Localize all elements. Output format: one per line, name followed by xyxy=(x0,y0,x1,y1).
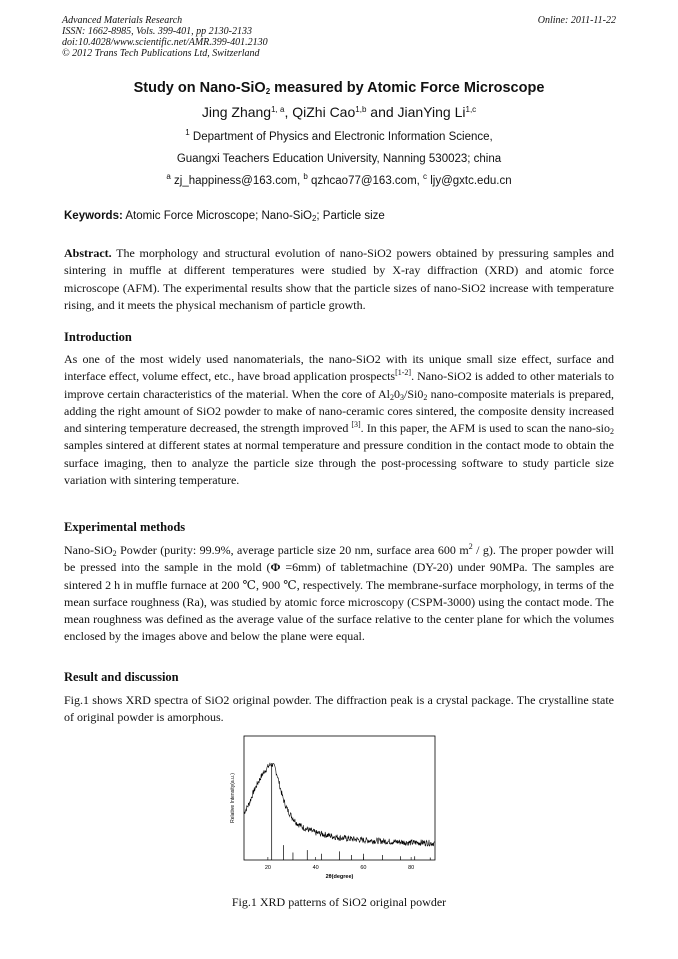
results-heading: Result and discussion xyxy=(64,670,179,684)
online-date: Online: 2011-11-22 xyxy=(537,15,616,26)
affiliation-line-2: Guangxi Teachers Education University, Nanning 530023; china xyxy=(176,153,502,165)
methods-sup-1: 2 xyxy=(468,542,473,551)
email-c: ljy@gxtc.edu.cn xyxy=(427,175,512,187)
methods-sub-1: 2 xyxy=(112,549,117,558)
email-b: qzhcao77@163.com, xyxy=(307,175,424,187)
x-tick-label-3: 80 xyxy=(408,865,415,871)
intro-text-3: 0 xyxy=(393,386,400,401)
journal-header xyxy=(62,15,268,59)
introduction-heading: Introduction xyxy=(64,330,132,344)
keywords-text-pre: Atomic Force Microscope; Nano-SiO xyxy=(122,210,312,222)
author-2: , QiZhi Cao xyxy=(284,104,356,120)
title-text-post: measured by Atomic Force Microscope xyxy=(270,80,545,96)
methods-text-1: Nano-SiO xyxy=(64,543,113,557)
intro-text-7: samples sintered at different states at normal temperature and pressure condition in the contact mode to obtain the surface imaging, then to analyze the particle size through the post-processing software to study particle size variation with sintering temperature. xyxy=(64,438,614,488)
x-tick-label-1: 40 xyxy=(312,865,319,871)
author-1-sup: 1, a xyxy=(271,105,285,114)
x-axis-label: 2θ(degree) xyxy=(325,874,354,880)
keywords-label: Keywords: xyxy=(64,210,123,222)
figure-caption: Fig.1 XRD patterns of SiO2 original powder xyxy=(231,895,447,909)
methods-heading: Experimental methods xyxy=(64,520,186,534)
abstract-text: The morphology and structural evolution of nano-SiO2 powers obtained by pressuring samples and sintering in muffle at different temperatures were studied by X-ray diffraction (XRD) and atomic force microscope (AFM). The experimental results show that the particle sizes of nano-SiO2 increase with temperature rising, and it meets the physical mechanism of particle growth. xyxy=(64,246,614,312)
intro-text-1: As one of the most widely used nanomaterials, the nano-SiO2 with its unique small size effect, surface and interface effect, volume effect, etc., have broad application prospects xyxy=(64,352,614,384)
intro-sub-4: 2 xyxy=(610,427,614,437)
intro-text-5: nano-composite materials is prepared, adding the right amount of SiO2 powder to make of nano-ceramic cores sintered, the composite density increased and sintering temperature decreased, the strength improved xyxy=(64,386,614,436)
paper-title xyxy=(0,80,678,96)
methods-text-4: =6mm) of tabletmachine (DY-20) under 90MPa. The samples are sintered 2 h in muffle furnace at 200 ℃, 900 ℃, respectively. The membrane-surface morphology, in terms of the mean surface roughness (Ra), was studied by atomic force microscopy (CSPM-3000) using the contact mode. The mean roughness was defined as the average value of the surface relative to the center plane for which the volumes enclosed by the images above and below the plane were equal. xyxy=(64,560,614,644)
introduction-body xyxy=(64,351,614,489)
keywords-subscript: 2 xyxy=(311,214,317,223)
email-c-sup: c xyxy=(423,172,428,181)
issn-line: ISSN: 1662-8985, Vols. 399-401, pp 2130-2133 xyxy=(62,26,252,37)
author-3-sup: 1,c xyxy=(465,105,477,114)
phi-symbol: Φ xyxy=(270,560,281,575)
intro-text-2: . Nano-SiO2 is added to other materials to improve certain characteristics of the material. When the core of Al xyxy=(64,369,615,401)
title-subscript: 2 xyxy=(265,87,271,96)
email-line xyxy=(0,172,678,187)
y-axis-label: Relative Intensity(a.u.) xyxy=(230,773,236,823)
aff-number: 1 xyxy=(185,128,190,137)
keywords-line xyxy=(64,210,385,222)
abstract-label: Abstract. xyxy=(64,246,112,260)
x-tick-label-0: 20 xyxy=(264,865,271,871)
author-2-sup: 1,b xyxy=(355,105,367,114)
email-a-sup: a xyxy=(166,172,171,181)
x-tick-label-2: 60 xyxy=(360,865,367,871)
methods-text-2: Powder (purity: 99.9%, average particle size 20 nm, surface area 600 m xyxy=(116,543,469,557)
results-body: Fig.1 shows XRD spectra of SiO2 original powder. The diffraction peak is a crystal package. The crystalline state of original powder is amorphous. xyxy=(64,693,614,725)
intro-ref-2: [3] xyxy=(351,420,361,430)
copyright-line: © 2012 Trans Tech Publications Ltd, Switzerland xyxy=(62,48,260,59)
keywords-text-post: ; Particle size xyxy=(316,210,385,222)
intro-sub-3: 2 xyxy=(423,392,428,402)
methods-text-3: / g). The proper powder will be pressed into the sample in the mold ( xyxy=(64,543,614,575)
intro-text-6: . In this paper, the AFM is used to scan the nano-sio xyxy=(360,421,610,436)
journal-name: Advanced Materials Research xyxy=(62,15,183,26)
authors-line xyxy=(0,104,678,120)
author-3: and JianYing Li xyxy=(366,104,466,120)
methods-body xyxy=(64,542,614,646)
title-text-pre: Study on Nano-SiO xyxy=(133,80,266,96)
author-1: Jing Zhang xyxy=(201,104,272,120)
xrd-chart xyxy=(226,733,438,885)
affiliation-line-1 xyxy=(0,128,678,143)
aff-text-1: Department of Physics and Electronic Information Science, xyxy=(189,131,493,143)
intro-sub-1: 2 xyxy=(389,392,394,402)
intro-ref-1: [1-2] xyxy=(395,368,412,378)
intro-sub-2: 3 xyxy=(399,392,404,402)
intro-text-4: /Si0 xyxy=(403,386,424,401)
xrd-series-line xyxy=(244,763,435,846)
email-a: zj_happiness@163.com, xyxy=(170,175,304,187)
abstract xyxy=(64,245,614,314)
xrd-figure xyxy=(226,733,438,885)
email-b-sup: b xyxy=(303,172,308,181)
doi-line: doi:10.4028/www.scientific.net/AMR.399-401.2130 xyxy=(62,37,268,48)
